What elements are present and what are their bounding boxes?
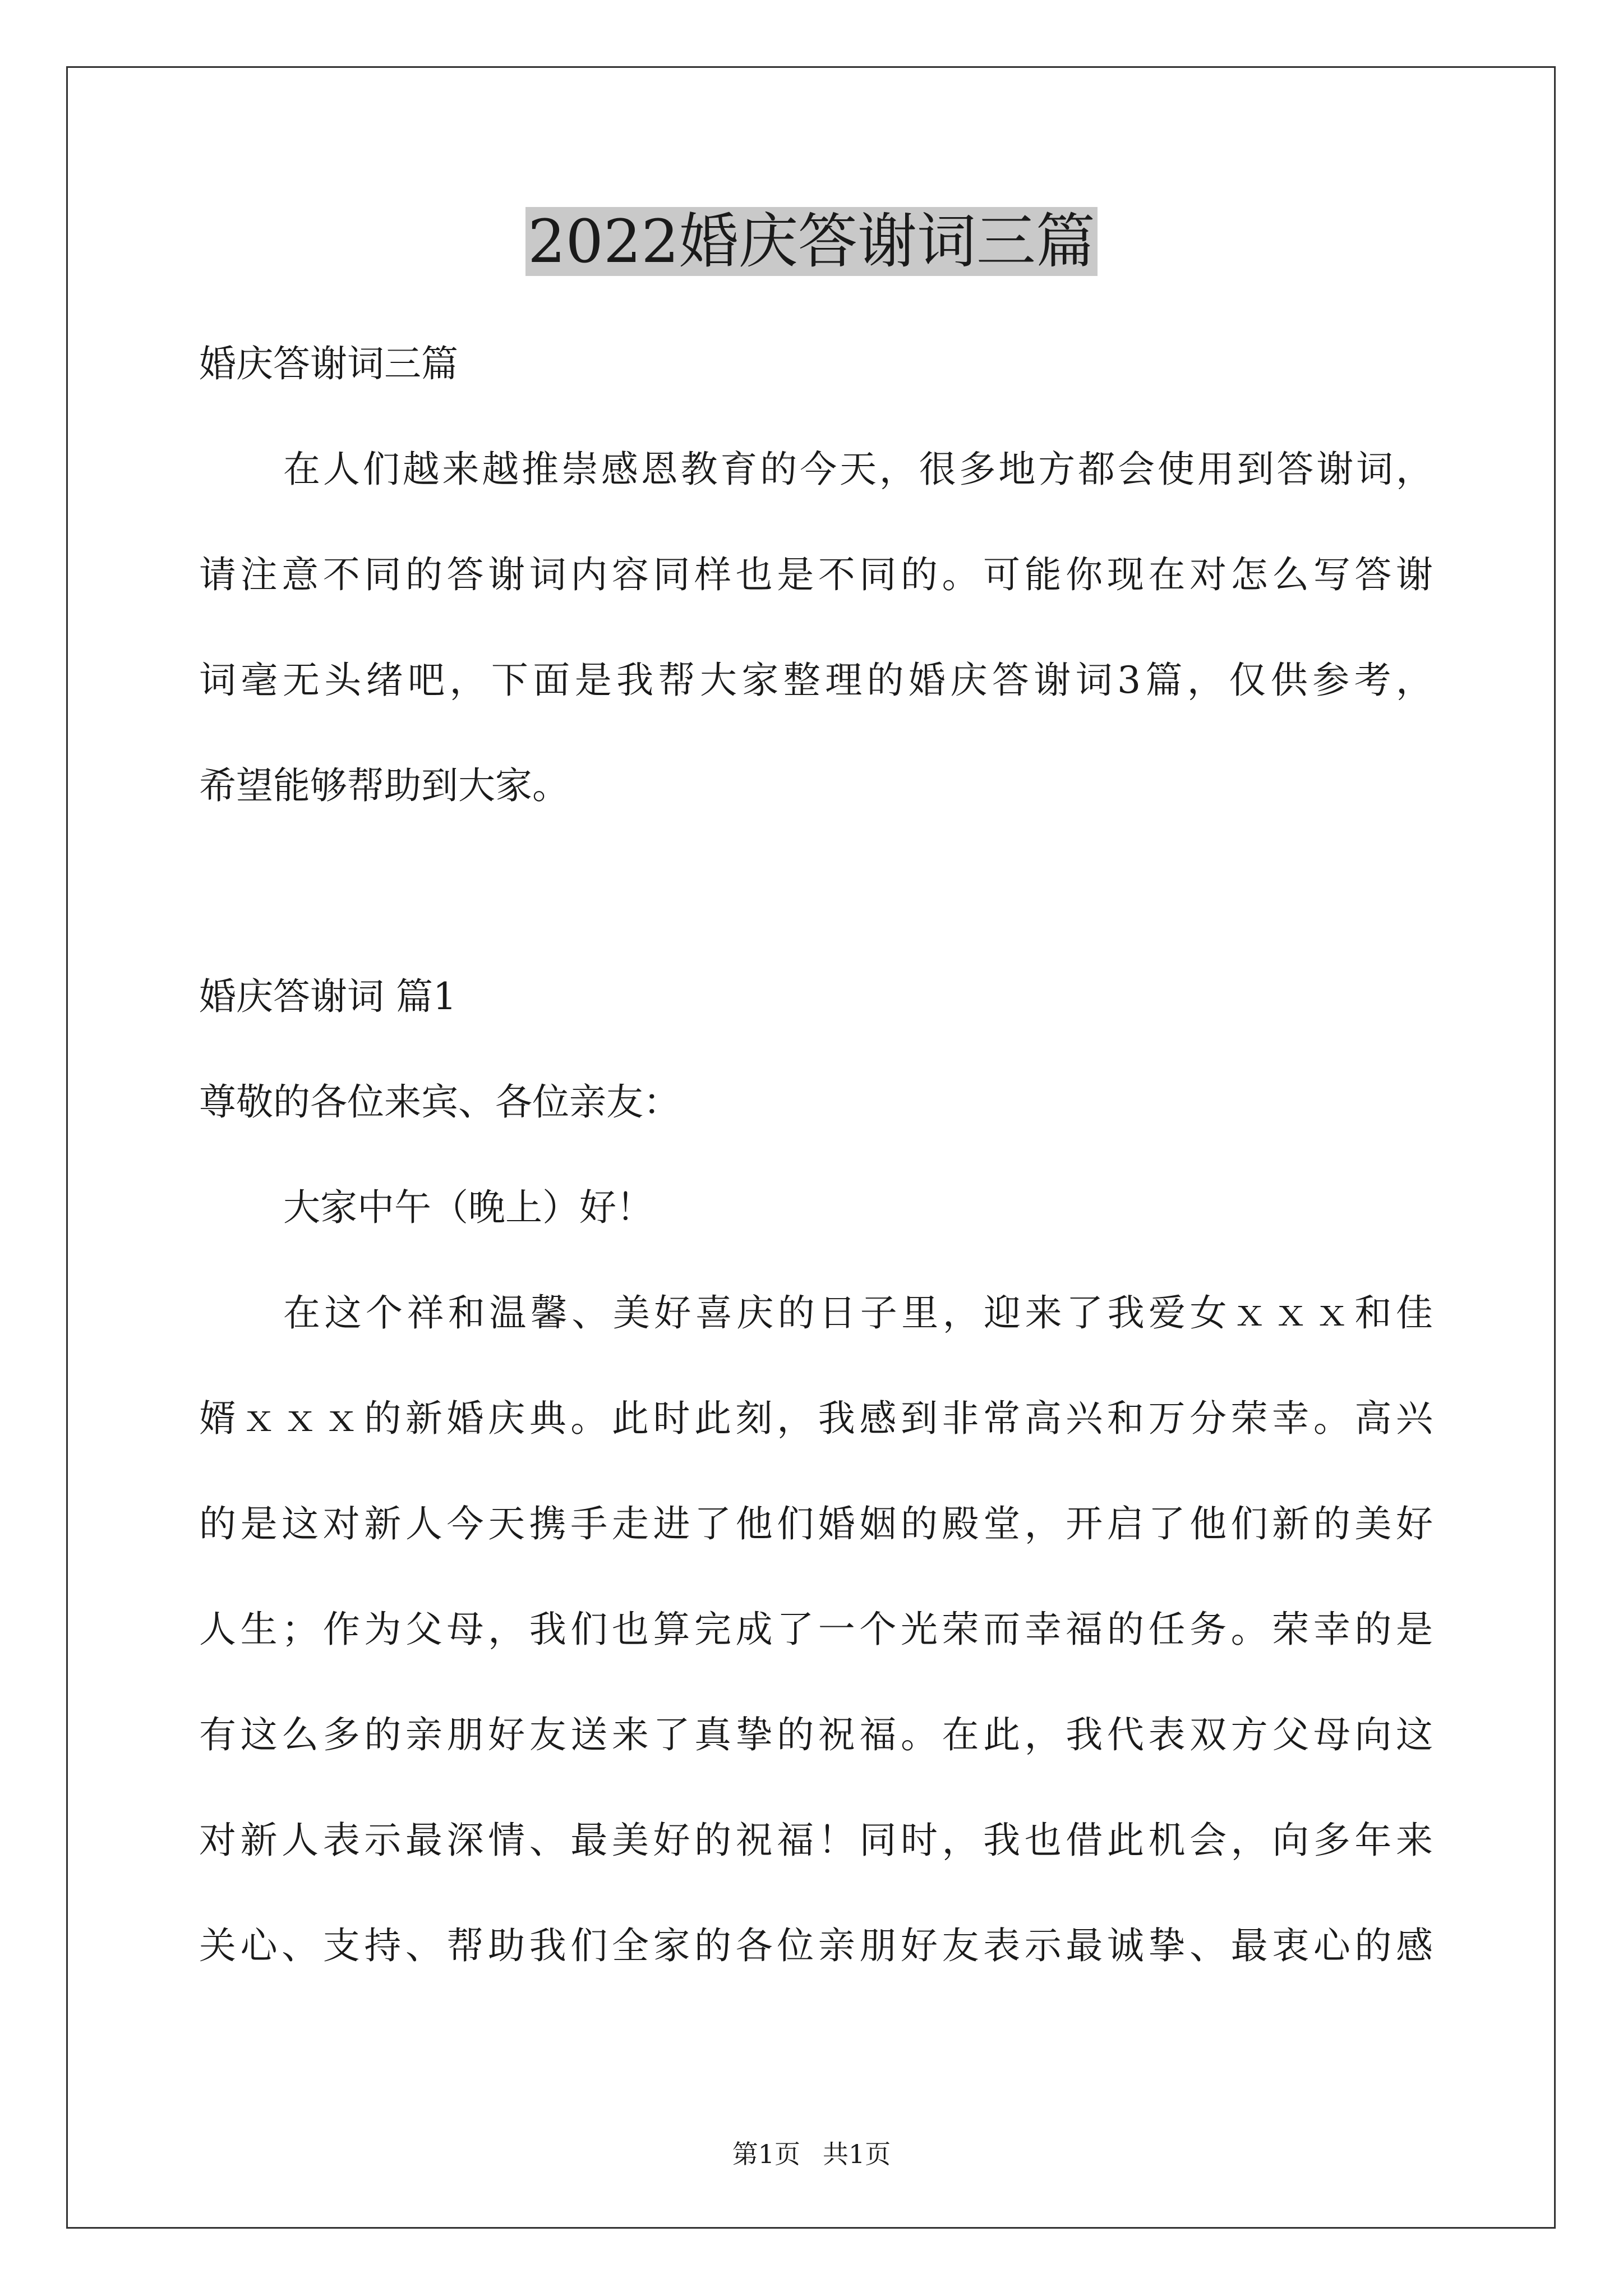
section-heading: 婚庆答谢词 篇1	[199, 975, 457, 1018]
intro-line-4: 希望能够帮助到大家。	[199, 764, 569, 807]
body-line-3: 的是这对新人今天携手走进了他们婚姻的殿堂，开启了他们新的美好	[199, 1502, 1433, 1545]
document-title-text: 2022婚庆答谢词三篇	[525, 207, 1098, 276]
greeting: 大家中午（晚上）好！	[283, 1186, 653, 1229]
page-footer	[0, 2137, 1623, 2171]
document-title	[0, 200, 1623, 284]
document-body	[199, 311, 1433, 1999]
body-line-6: 对新人表示最深情、最美好的祝福！同时，我也借此机会，向多年来	[199, 1819, 1433, 1862]
body-line-2: 婿ｘｘｘ的新婚庆典。此时此刻，我感到非常高兴和万分荣幸。高兴	[199, 1397, 1433, 1440]
body-line-5: 有这么多的亲朋好友送来了真挚的祝福。在此，我代表双方父母向这	[199, 1713, 1433, 1756]
intro-line-1: 在人们越来越推崇感恩教育的今天，很多地方都会使用到答谢词，	[283, 448, 1433, 491]
paragraph-gap	[199, 839, 1433, 944]
page-number: 第1页	[732, 2139, 800, 2169]
salutation: 尊敬的各位来宾、各位亲友：	[199, 1080, 680, 1124]
body-line-1: 在这个祥和温馨、美好喜庆的日子里，迎来了我爱女ｘｘｘ和佳	[283, 1291, 1433, 1335]
page-total: 共1页	[823, 2139, 891, 2169]
body-line-4: 人生；作为父母，我们也算完成了一个光荣而幸福的任务。荣幸的是	[199, 1608, 1433, 1651]
intro-line-3: 词毫无头绪吧，下面是我帮大家整理的婚庆答谢词3篇，仅供参考，	[199, 659, 1433, 702]
intro-line-2: 请注意不同的答谢词内容同样也是不同的。可能你现在对怎么写答谢	[199, 553, 1433, 596]
body-line-7: 关心、支持、帮助我们全家的各位亲朋好友表示最诚挚、最衷心的感	[199, 1924, 1433, 1967]
subtitle: 婚庆答谢词三篇	[199, 342, 458, 385]
